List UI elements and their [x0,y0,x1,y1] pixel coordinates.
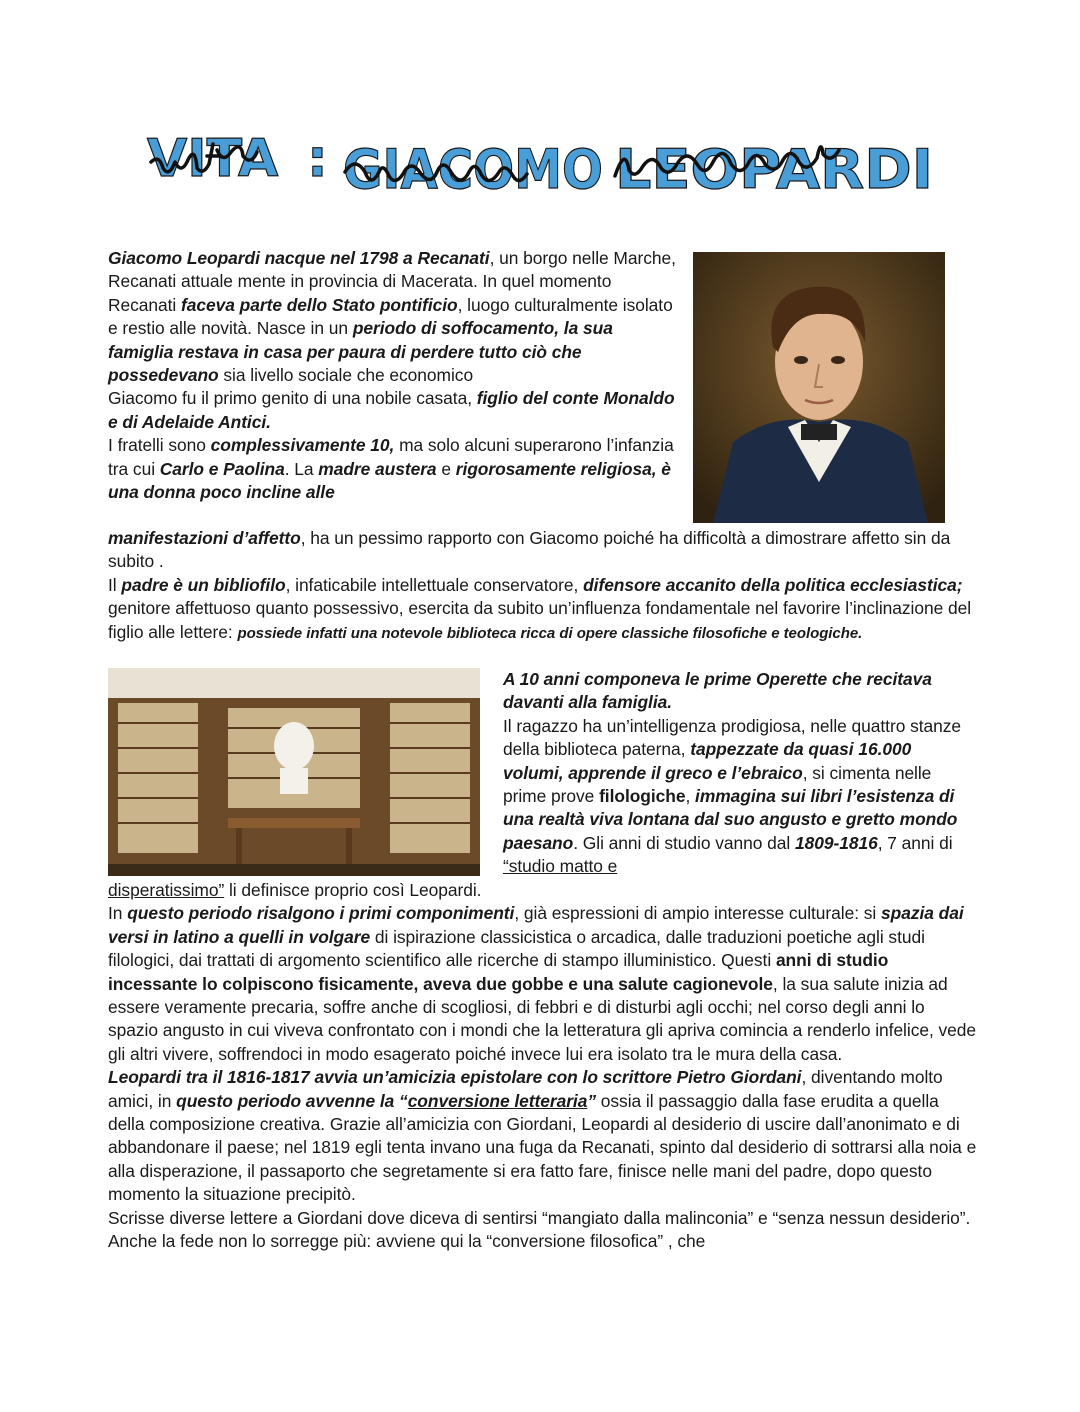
text-span: spazia dai versi in latino a quelli in volgare [108,903,964,947]
text-span: , si cimenta nelle prime prove [503,762,932,807]
title-part1: vita [147,132,279,189]
text-span: Leopardi tra il 1816-1817 avvia un’amicizia epistolare con lo scrittore Pietro Giordani [108,1067,802,1088]
text-span: In [108,903,128,924]
childhood-text [503,668,973,879]
text-span: Carlo e Paolina [159,458,285,479]
title-separator: : [307,132,328,189]
text-span: A 10 anni componeva le prime Operette che recitava davanti alla famiglia. [503,669,932,713]
text-span: rigorosamente religiosa, è una donna poco incline alle [108,458,671,503]
text-span: figlio del conte Monaldo e di Adelaide Antici. [108,388,675,432]
text-span: ma solo alcuni superarono l’infanzia tra cui [108,435,674,479]
title-part2: giacomo [343,138,603,201]
text-span: Scrisse diverse lettere a Giordani dove diceva di sentirsi “mangiato dalla malinconia” e “senza nessun desiderio”. Anche la fede non lo sorregge più: avviene qui la “conversione filosofica” , che [108,1207,971,1252]
text-span: “studio matto e [503,856,618,877]
portrait-image [693,252,945,523]
text-span: , 7 anni di [877,832,953,853]
text-span: conversione letteraria [407,1090,588,1111]
text-span: Il [108,574,122,595]
text-span: “ [399,1090,408,1111]
text-span: ossia il passaggio dalla fase erudita a quella della composizione creativa. Grazie all’amicizia con Giordani, Leopardi al desiderio di uscire dall’anonimato e di abbandonare il paese; nel 1819 egli tenta invano una fuga da Recanati, spinto dal desiderio di sottrarsi alla noia e alla disperazione, il passaporto che segretamente si era fatto fare, finisce nelle mani del padre, dopo questo momento la situazione precipitò. [108,1090,977,1205]
text-span: tappezzate da quasi 16.000 volumi, apprende il greco e l’ebraico [503,739,912,783]
text-span: madre austera [318,458,437,479]
page-title [145,132,935,208]
text-span: , già espressioni di ampio interesse culturale: si [514,903,882,924]
text-span: filologiche [599,786,686,807]
text-span: e [436,458,456,479]
text-span: ” [587,1090,596,1111]
text-span: li definisce proprio così Leopardi. [224,880,482,900]
text-span: difensore accanito della politica ecclesiastica; [583,574,963,595]
text-span: I fratelli sono [108,435,211,456]
text-span: Giacomo fu il primo genito di una nobile casata, [108,388,477,409]
text-span: questo periodo risalgono i primi componimenti [127,903,515,924]
text-span: Il ragazzo ha un’intelligenza prodigiosa, nelle quattro stanze della biblioteca paterna, [503,715,962,760]
text-span: , infaticabile intellettuale conservatore, [285,574,584,595]
text-span: possiede infatti una notevole biblioteca ricca di opere classiche filosofiche e teologiche. [237,624,863,642]
text-span: genitore affettuoso quanto possessivo, esercita da subito un’influenza fondamentale nel favorire l’inclinazione del figlio alle lettere: [108,598,972,642]
text-span: Giacomo Leopardi nacque nel 1798 a Recanati [108,248,490,268]
text-span: , diventando molto amici, in [108,1067,943,1111]
text-span: 1809-1816 [795,832,878,853]
parents-text [108,527,978,645]
text-span: , un borgo nelle Marche, Recanati attuale mente in provincia di Macerata. In quel momento Recanati [108,248,676,315]
text-span: questo periodo avvenne la [176,1090,400,1111]
text-span: disperatissimo” [108,880,225,900]
text-span: anni di studio incessante lo colpiscono fisicamente, aveva due gobbe e una salute cagionevole [108,950,889,994]
studies-text [108,879,978,1254]
text-span: periodo di soffocamento, la sua famiglia restava in casa per paura di perdere tutto ciò che possedevano [108,318,613,386]
text-span: , [685,786,696,807]
text-span: di ispirazione classicistica o arcadica, dalle traduzioni poetiche agli studi filologici, dai trattati di argomento scientifico alle ricerche di stampo illuministico. Questi [108,926,925,971]
text-span: . La [284,458,319,479]
text-span: faceva parte dello Stato pontificio [181,294,458,315]
library-image [108,668,480,876]
text-span: complessivamente 10, [210,435,395,456]
text-span: padre è un bibliofilo [121,574,286,595]
library-image-icon [108,668,480,876]
title-part3: leopardi [615,138,933,201]
text-span: immagina sui libri l’esistenza di una realtà viva lontana dal suo angusto e gretto mondo paesano [503,786,958,853]
text-span: sia livello sociale che economico [218,365,474,386]
text-span: , luogo culturalmente isolato e restio alle novità. Nasce in un [108,294,673,339]
text-span: manifestazioni d’affetto [108,528,301,548]
text-span: , la sua salute inizia ad essere veramente precaria, soffre anche di scogliosi, di febbri e di disturbi agli occhi; nel corso degli anni lo spazio angusto in cui viveva confrontato con i mondi che la letteratura gli apriva comincia a renderlo infelice, vede gli altri vivere, soffrendoci in modo esagerato poiché invece lui era isolato tra le mura della casa. [108,973,977,1064]
text-span: , ha un pessimo rapporto con Giacomo poiché ha difficoltà a dimostrare affetto sin da subito . [108,528,951,572]
title-graphic [145,132,935,208]
text-span: . Gli anni di studio vanno dal [573,832,795,853]
portrait-image-icon [693,252,945,523]
intro-text [108,247,678,504]
